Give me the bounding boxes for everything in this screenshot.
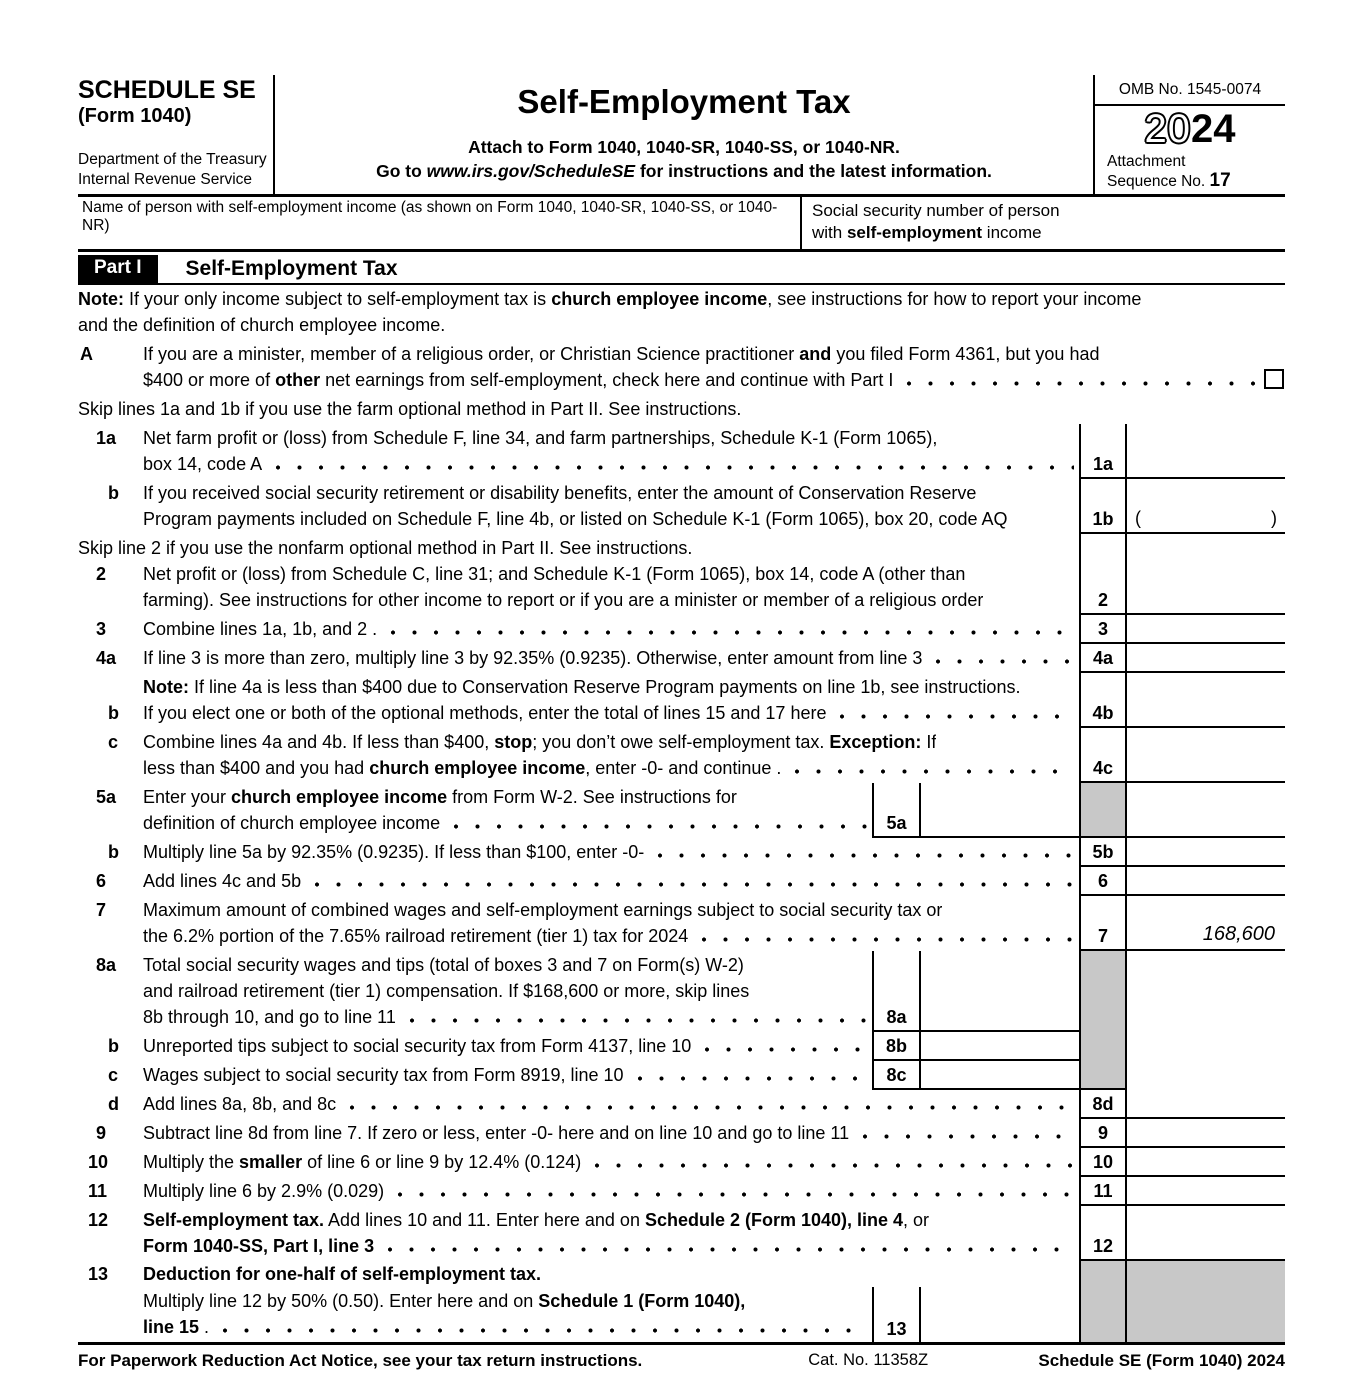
line-8c-amount-cell[interactable] — [919, 1061, 1079, 1088]
line-4a-box-label: 4a — [1079, 644, 1125, 671]
line-4c-number: c — [108, 732, 119, 752]
name-label: Name of person with self-employment income (as shown on Form 1040, 1040-SR, 1040-SS, or 1040-NR) — [82, 199, 778, 234]
line-8a-number: 8a — [96, 955, 117, 975]
line-8a-amount-cell[interactable] — [919, 951, 1079, 1030]
line-5a-number: 5a — [96, 787, 117, 807]
form-title: Self-Employment Tax — [517, 83, 851, 120]
line-8a-shaded-cell — [1079, 951, 1125, 1032]
line-7-number: 7 — [96, 900, 107, 920]
line-1a-number: 1a — [96, 428, 117, 448]
line-12-box-label: 12 — [1079, 1206, 1125, 1259]
note-line1: Note: If your only income subject to self-employment tax is church employee income, see instructions for how to report your income — [78, 289, 1142, 309]
line-13-amount-cell[interactable] — [919, 1287, 1079, 1342]
line-8b-box-label: 8b — [872, 1032, 919, 1059]
part1-label: Part I — [78, 255, 158, 283]
dot-leader — [636, 1075, 867, 1082]
line-5a-shaded-cell — [1079, 783, 1125, 836]
dot-leader — [593, 1162, 1074, 1169]
line-8c-right-cell — [1125, 1061, 1285, 1090]
part1-body — [78, 285, 1285, 1342]
line-6-amount-cell[interactable] — [1125, 867, 1285, 894]
form-header — [78, 75, 1285, 197]
dot-leader — [905, 380, 1257, 387]
dot-leader — [700, 936, 1074, 943]
catalog-number: Cat. No. 11358Z — [808, 1351, 929, 1369]
line-2-box-label: 2 — [1079, 534, 1125, 613]
name-cell — [78, 197, 800, 249]
line-1b-number: b — [108, 483, 119, 503]
line-8c-box-label: 8c — [872, 1061, 919, 1088]
note-paragraph — [78, 285, 1285, 340]
attach-instruction: Attach to Form 1040, 1040-SR, 1040-SS, or 1040-NR. — [468, 137, 900, 157]
line-A-checkbox[interactable] — [1264, 369, 1284, 389]
skip-lines-1-notice: Skip lines 1a and 1b if you use the farm optional method in Part II. See instructions. — [78, 399, 742, 419]
line-3-box-label: 3 — [1079, 615, 1125, 642]
line-8b-shaded-cell — [1079, 1032, 1125, 1061]
line-4b-amount-cell[interactable] — [1125, 673, 1285, 726]
dot-leader — [861, 1133, 1074, 1140]
line-12-number: 12 — [88, 1210, 109, 1230]
line-11: 11 Multiply line 6 by 2.9% (0.029) 11 — [78, 1177, 1285, 1206]
line-2-number: 2 — [96, 564, 107, 584]
line-A — [78, 340, 1285, 395]
irs-url: www.irs.gov/ScheduleSE — [426, 161, 636, 181]
line-A-number: A — [80, 344, 93, 364]
line-4a: 4a If line 3 is more than zero, multiply line 3 by 92.35% (0.9235). Otherwise, enter amount from line 3 4a — [78, 644, 1285, 673]
line-A-text2: $400 or more of other net earnings from self-employment, check here and continue with Part I — [143, 370, 894, 390]
note-line2: and the definition of church employee income. — [78, 315, 446, 335]
dot-leader — [313, 881, 1074, 888]
line-9-number: 9 — [96, 1123, 107, 1143]
line-8b-right-cell — [1125, 1032, 1285, 1061]
dot-leader — [348, 1104, 1074, 1111]
form-footer — [78, 1342, 1285, 1371]
line-A-text1: If you are a minister, member of a religious order, or Christian Science practitioner and you filed Form 4361, but you had — [143, 344, 1100, 364]
line-2: Skip line 2 if you use the nonfarm optional method in Part II. See instructions. 2 Net profit or (loss) from Schedule C, line 31; and Schedule K-1 (Form 1065), box 14, code A (other than farming). See instructions for other income to report or if you are a minister or member of a religious order 2 — [78, 534, 1285, 615]
line-7: 7 Maximum amount of combined wages and self-employment earnings subject to social security tax or the 6.2% portion of the 7.65% railroad retirement (tier 1) tax for 2024 7 168,600 — [78, 896, 1285, 951]
line-9-amount-cell[interactable] — [1125, 1119, 1285, 1146]
line-1b: b If you received social security retirement or disability benefits, enter the amount of Conservation Reserve Program payments included on Schedule F, line 4b, or listed on Schedule K-1 (Form 1065), box 20, code AQ 1b ( ) — [78, 479, 1285, 534]
line-13-number: 13 — [88, 1264, 109, 1284]
part1-title: Self-Employment Tax — [185, 257, 398, 280]
department-lines: Department of the Treasury Internal Revenue Service — [78, 151, 267, 188]
line-5a-amount-cell[interactable] — [919, 783, 1079, 836]
line-8c-shaded-cell — [1079, 1061, 1125, 1090]
line-8c: c Wages subject to social security tax from Form 8919, line 10 8c — [78, 1061, 1285, 1090]
schedule-name: SCHEDULE SE — [78, 76, 256, 104]
line-12-amount-cell[interactable] — [1125, 1206, 1285, 1259]
attachment-sequence: Attachment Sequence No. 17 — [1107, 153, 1231, 191]
line-8b-number: b — [108, 1036, 119, 1056]
header-title-block — [275, 75, 1093, 194]
ssn-cell[interactable] — [800, 197, 1285, 249]
line-8a-right-cell — [1125, 951, 1285, 1032]
dot-leader — [793, 768, 1074, 775]
line-8a: 8a Total social security wages and tips (total of boxes 3 and 7 on Form(s) W-2) and railroad retirement (tier 1) compensation. If $168,600 or more, skip lines 8b through 10, and go to line 11 8a — [78, 951, 1285, 1032]
line-5b: b Multiply line 5a by 92.35% (0.9235). If less than $100, enter -0- 5b — [78, 838, 1285, 867]
line-8d: d Add lines 8a, 8b, and 8c 8d — [78, 1090, 1285, 1119]
form-number: (Form 1040) — [78, 105, 192, 127]
dot-leader — [274, 464, 1074, 471]
dot-leader — [656, 852, 1074, 859]
line-8d-box-label: 8d — [1079, 1090, 1125, 1117]
name-ssn-row — [78, 197, 1285, 252]
paperwork-notice: For Paperwork Reduction Act Notice, see your tax return instructions. — [78, 1351, 643, 1370]
line-13-shaded-cell — [1079, 1261, 1125, 1342]
line-1a: 1a Net farm profit or (loss) from Schedule F, line 34, and farm partnerships, Schedule K-1 (Form 1065), box 14, code A 1a — [78, 424, 1285, 479]
line-1b-box-label: 1b — [1079, 479, 1125, 532]
line-8b: b Unreported tips subject to social security tax from Form 4137, line 10 8b — [78, 1032, 1285, 1061]
line-3-number: 3 — [96, 619, 107, 639]
ssn-label-line2: with self-employment income — [812, 223, 1042, 242]
line-6-number: 6 — [96, 871, 107, 891]
line-9: 9 Subtract line 8d from line 7. If zero or less, enter -0- here and on line 10 and go to line 11 9 — [78, 1119, 1285, 1148]
line-8d-amount-cell[interactable] — [1125, 1090, 1285, 1117]
line-11-amount-cell[interactable] — [1125, 1177, 1285, 1204]
dot-leader — [386, 1246, 1074, 1253]
dot-leader — [838, 713, 1074, 720]
header-agency-block — [78, 75, 275, 194]
line-1b-amount-cell[interactable] — [1125, 479, 1285, 532]
line-10-amount-cell[interactable] — [1125, 1148, 1285, 1175]
line-5b-number: b — [108, 842, 119, 862]
dot-leader — [221, 1327, 867, 1334]
header-omb-block — [1093, 75, 1285, 194]
dot-leader — [408, 1017, 867, 1024]
paren-close: ) — [1271, 508, 1277, 528]
omb-number: OMB No. 1545-0074 — [1095, 75, 1285, 106]
line-11-box-label: 11 — [1079, 1177, 1125, 1204]
line-4b-number: b — [108, 703, 119, 723]
line-1a-box-label: 1a — [1079, 424, 1125, 477]
dot-leader — [703, 1046, 867, 1053]
line-10: 10 Multiply the smaller of line 6 or line 9 by 12.4% (0.124) 10 — [78, 1148, 1285, 1177]
line-13: 13 Deduction for one-half of self-employment tax. Multiply line 12 by 50% (0.50). Enter here and on Schedule 1 (Form 1040), line 15 . 13 — [78, 1261, 1285, 1342]
dot-leader — [934, 658, 1074, 665]
paren-open: ( — [1135, 508, 1141, 528]
tax-year: 2024 — [1144, 107, 1236, 151]
line-5a-box-label: 5a — [872, 783, 919, 836]
line-4c-box-label: 4c — [1079, 728, 1125, 781]
line-3-amount-cell[interactable] — [1125, 615, 1285, 642]
line-5a: 5a Enter your church employee income from Form W-2. See instructions for definition of church employee income 5a — [78, 783, 1285, 838]
form-body — [78, 75, 1285, 1371]
line-8d-number: d — [108, 1094, 119, 1114]
skip-line-2-notice: Skip line 2 if you use the nonfarm optional method in Part II. See instructions. — [78, 538, 693, 558]
line-9-box-label: 9 — [1079, 1119, 1125, 1146]
line-10-number: 10 — [88, 1152, 109, 1172]
name-input[interactable] — [82, 235, 796, 247]
line-4c-amount-cell[interactable] — [1125, 728, 1285, 781]
line-5b-amount-cell[interactable] — [1125, 838, 1285, 865]
goto-instruction: Go to www.irs.gov/ScheduleSE for instructions and the latest information. — [376, 161, 992, 181]
dot-leader — [452, 823, 867, 830]
line-2-amount-cell[interactable] — [1125, 534, 1285, 613]
line-7-box-label: 7 — [1079, 896, 1125, 949]
line-4b-box-label: 4b — [1079, 673, 1125, 726]
dot-leader — [396, 1191, 1074, 1198]
line-8b-amount-cell[interactable] — [919, 1032, 1079, 1059]
line-13-box-label: 13 — [872, 1287, 919, 1342]
line-4a-number: 4a — [96, 648, 117, 668]
line-5b-box-label: 5b — [1079, 838, 1125, 865]
line-8a-box-label: 8a — [872, 951, 919, 1030]
line-7-value: 168,600 — [1202, 923, 1275, 945]
line-4b: Note: If line 4a is less than $400 due to Conservation Reserve Program payments on line 1b, see instructions. b If you elect one or both of the optional methods, enter the total of lines 15 and 17 here 4b — [78, 673, 1285, 728]
line-4a-note: Note: If line 4a is less than $400 due to Conservation Reserve Program payments on line 1b, see instructions. — [143, 677, 1021, 697]
line-4a-amount-cell[interactable] — [1125, 644, 1285, 671]
line-5a-right-cell — [1125, 783, 1285, 836]
line-1a-amount-cell[interactable] — [1125, 424, 1285, 477]
line-7-amount-cell[interactable] — [1125, 896, 1285, 949]
line-13-right-cell — [1125, 1261, 1285, 1342]
dot-leader — [389, 629, 1074, 636]
part1-bar — [78, 255, 1285, 285]
line-8c-number: c — [108, 1065, 119, 1085]
form-id-footer: Schedule SE (Form 1040) 2024 — [1038, 1351, 1285, 1370]
line-12: 12 Self-employment tax. Add lines 10 and 11. Enter here and on Schedule 2 (Form 1040), line 4, or Form 1040-SS, Part I, line 3 12 — [78, 1206, 1285, 1261]
line-6-box-label: 6 — [1079, 867, 1125, 894]
line-4c: c Combine lines 4a and 4b. If less than $400, stop; you don’t owe self-employment tax. Exception: If less than $400 and you had church employee income, enter -0- and continue . 4c — [78, 728, 1285, 783]
line-11-number: 11 — [88, 1181, 108, 1201]
line-6: 6 Add lines 4c and 5b 6 — [78, 867, 1285, 896]
line-10-box-label: 10 — [1079, 1148, 1125, 1175]
ssn-label-line1: Social security number of person — [812, 201, 1060, 220]
line-3: 3 Combine lines 1a, 1b, and 2 . 3 — [78, 615, 1285, 644]
